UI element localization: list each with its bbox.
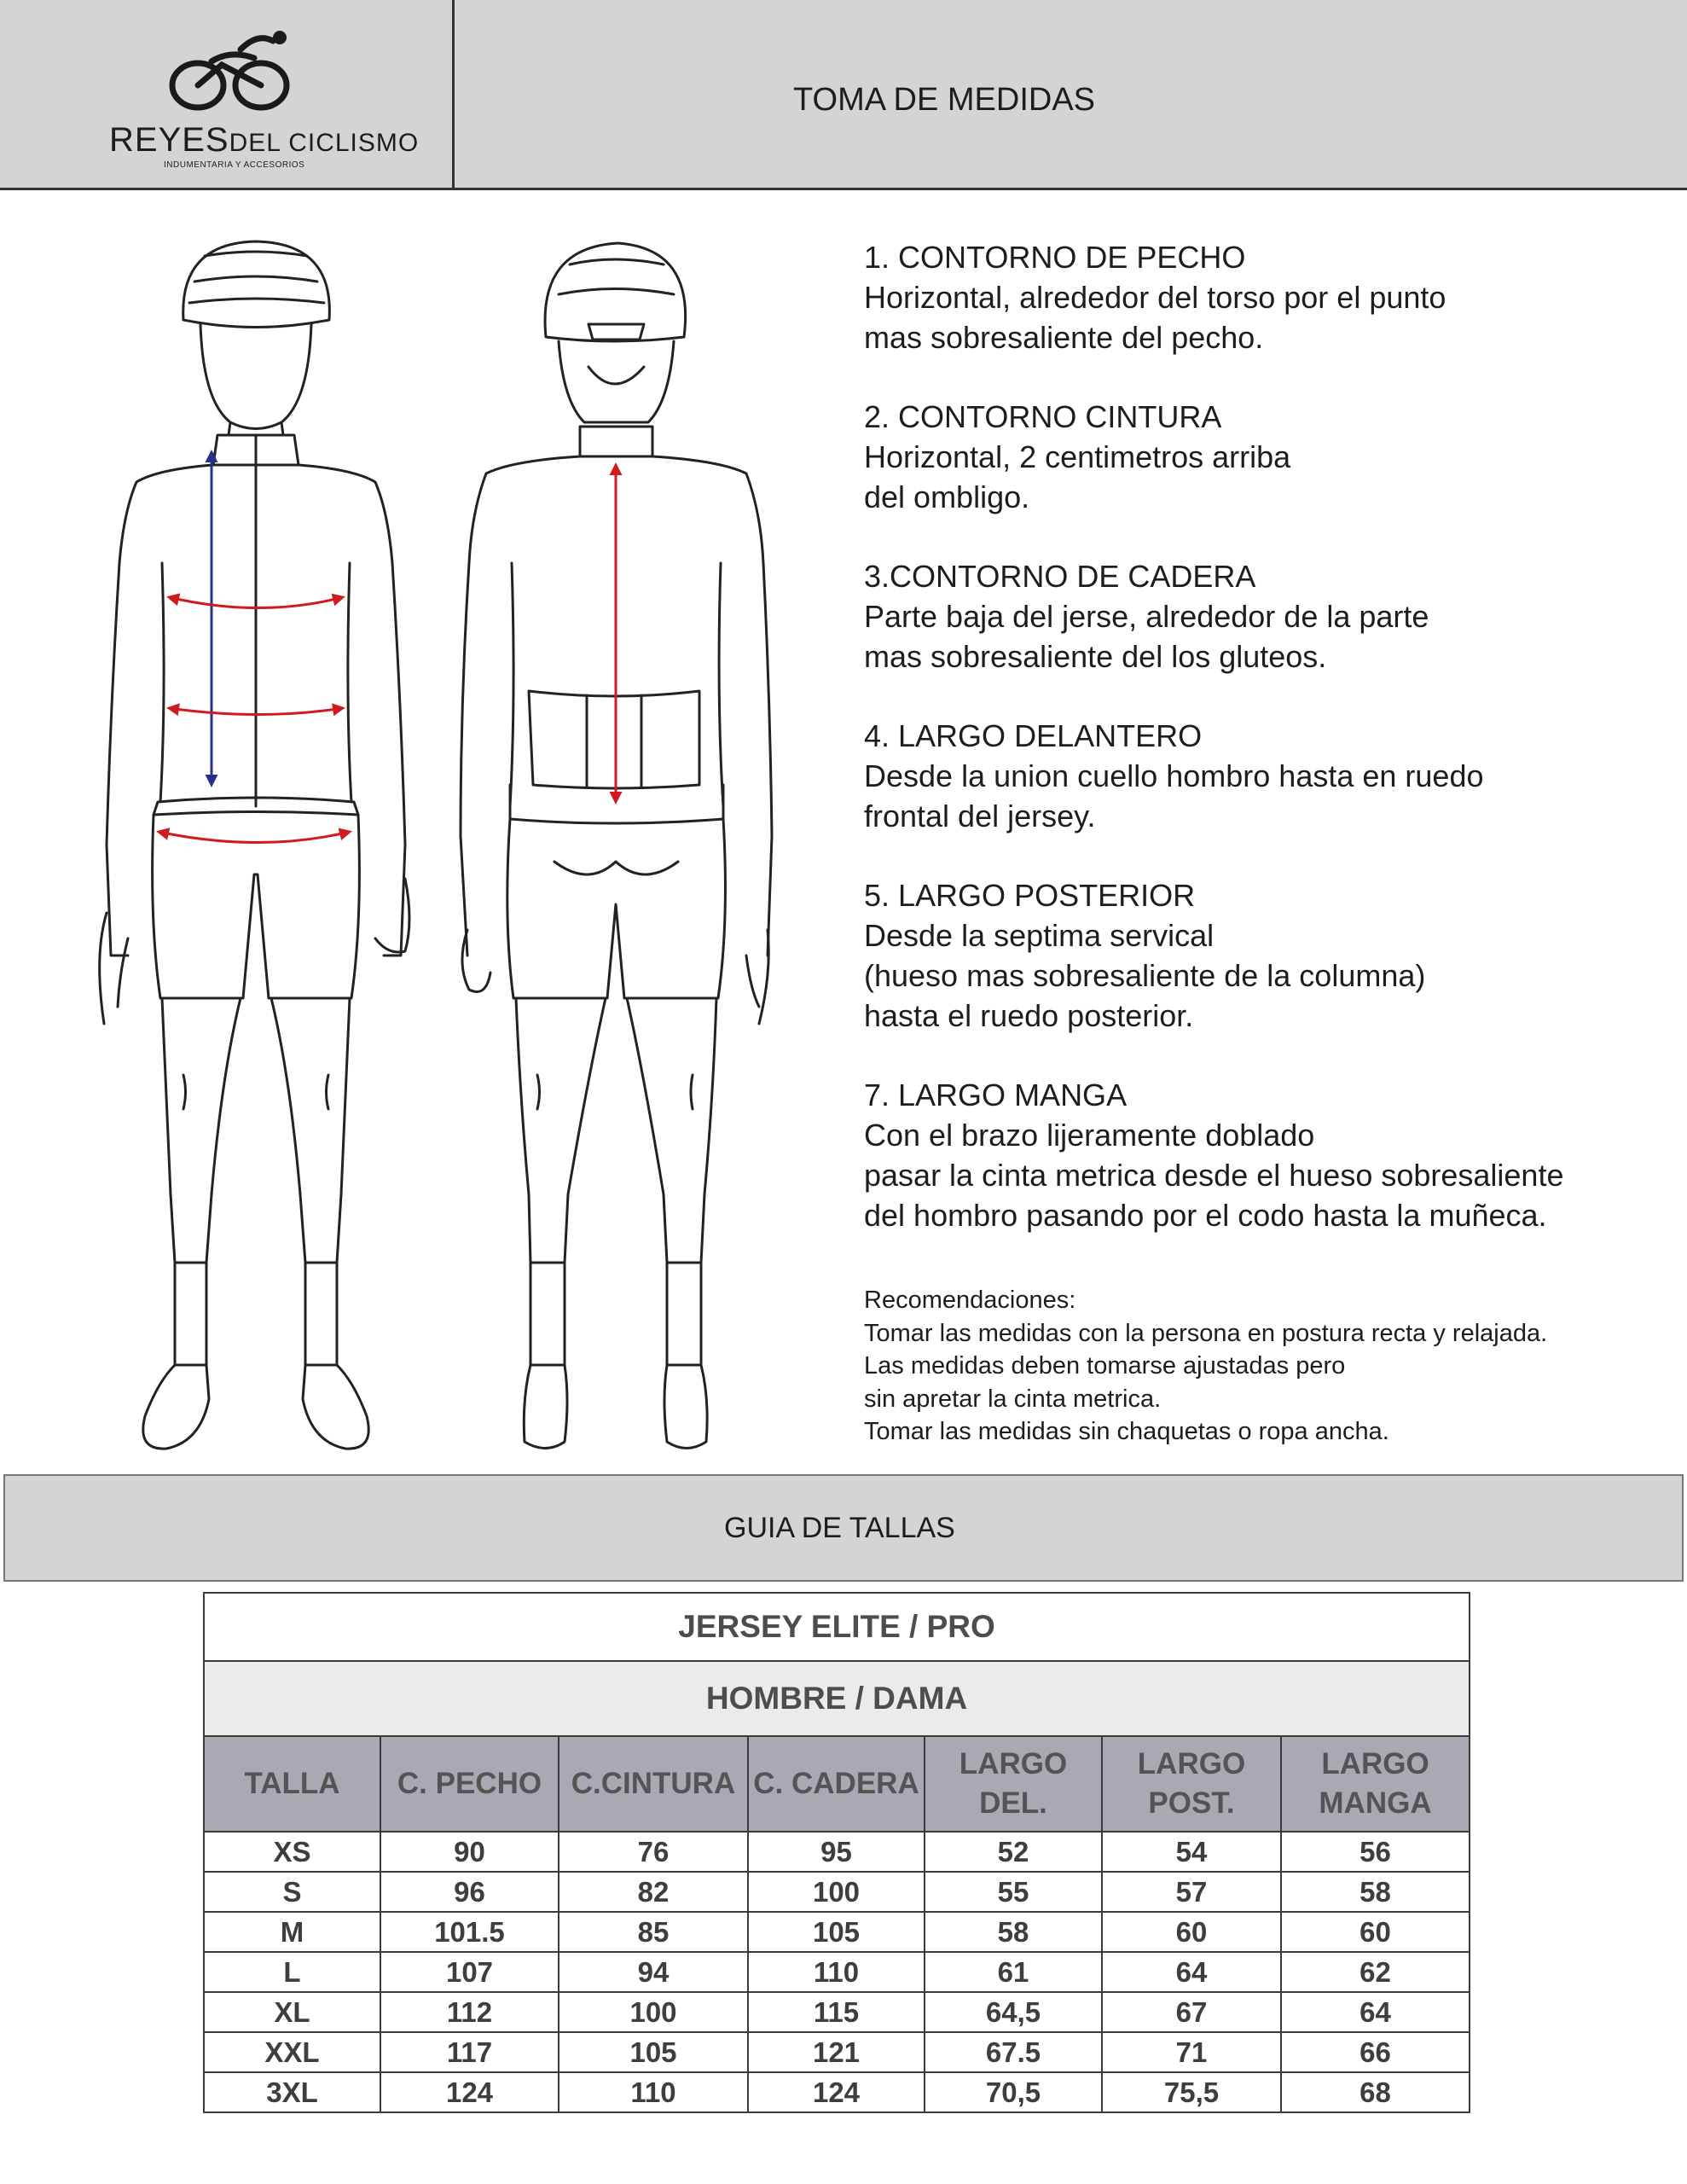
instruction-text: Parte baja del jerse, alrededor de la parte mas sobresaliente del los gluteos. — [864, 599, 1429, 674]
front-right-shoe — [303, 1365, 368, 1449]
measurement-cell: 56 — [1281, 1832, 1470, 1872]
measurement-cell: 60 — [1102, 1912, 1281, 1952]
recommendation-line: sin apretar la cinta metrica. — [864, 1385, 1162, 1413]
instruction-hip — [864, 556, 1674, 677]
recommendation-line: Tomar las medidas con la persona en postura recta y relajada. — [864, 1319, 1548, 1347]
measurement-cell: 61 — [925, 1952, 1102, 1992]
instruction-heading: 3.CONTORNO DE CADERA — [864, 559, 1256, 594]
measurement-cell: 71 — [1102, 2032, 1281, 2072]
measurement-cell: 121 — [748, 2032, 925, 2072]
instruction-heading: 4. LARGO DELANTERO — [864, 718, 1203, 753]
instruction-back-length — [864, 875, 1674, 1036]
brand-del-ciclismo: DEL CICLISMO — [229, 129, 420, 157]
measurement-cell: 105 — [559, 2032, 748, 2072]
measurement-cell: 112 — [380, 1992, 559, 2032]
measurement-instructions — [864, 237, 1674, 1275]
instruction-text: Desde la septima servical (hueso mas sobresaliente de la columna) hasta el ruedo posterior. — [864, 918, 1426, 1033]
size-label-cell: 3XL — [204, 2072, 380, 2112]
measurement-cell: 67.5 — [925, 2032, 1102, 2072]
measurement-cell: 124 — [748, 2072, 925, 2112]
column-header: TALLA — [204, 1736, 380, 1832]
column-header: C.CINTURA — [559, 1736, 748, 1832]
instruction-text: Desde la union cuello hombro hasta en ruedo frontal del jersey. — [864, 758, 1484, 834]
page-title: TOMA DE MEDIDAS — [793, 82, 1096, 118]
instruction-front-length — [864, 716, 1674, 836]
measurement-cell: 75,5 — [1102, 2072, 1281, 2112]
cyclist-icon — [162, 24, 299, 118]
recommendation-line: Las medidas deben tomarse ajustadas pero — [864, 1352, 1346, 1380]
column-header: LARGO MANGA — [1281, 1736, 1470, 1832]
table-row — [204, 1912, 1470, 1952]
table-header-row — [204, 1736, 1470, 1832]
measurement-cell: 117 — [380, 2032, 559, 2072]
size-label-cell: M — [204, 1912, 380, 1952]
measurement-cell: 107 — [380, 1952, 559, 1992]
measurement-cell: 110 — [748, 1952, 925, 1992]
recommendations-title: Recomendaciones: — [864, 1287, 1076, 1314]
instruction-sleeve-length — [864, 1075, 1674, 1235]
size-guide-title: GUIA DE TALLAS — [724, 1512, 955, 1544]
measurement-cell: 100 — [748, 1872, 925, 1912]
instruction-waist — [864, 397, 1674, 517]
measurement-cell: 85 — [559, 1912, 748, 1952]
table-row — [204, 2072, 1470, 2112]
measurement-cell: 96 — [380, 1872, 559, 1912]
measurement-cell: 70,5 — [925, 2072, 1102, 2112]
front-left-shoe — [143, 1365, 209, 1449]
table-row — [204, 2032, 1470, 2072]
size-label-cell: S — [204, 1872, 380, 1912]
measurement-cell: 95 — [748, 1832, 925, 1872]
instruction-text: Con el brazo lijeramente doblado pasar la cinta metrica desde el hueso sobresaliente del hombro pasando por el codo hasta la muñeca. — [864, 1118, 1564, 1233]
measurement-cell: 100 — [559, 1992, 748, 2032]
measurement-cell: 60 — [1281, 1912, 1470, 1952]
instruction-heading: 5. LARGO POSTERIOR — [864, 878, 1196, 913]
measurement-cell: 82 — [559, 1872, 748, 1912]
instruction-heading: 2. CONTORNO CINTURA — [864, 399, 1222, 434]
measurement-cell: 64 — [1102, 1952, 1281, 1992]
instruction-heading: 1. CONTORNO DE PECHO — [864, 240, 1246, 275]
instruction-text: Horizontal, alrededor del torso por el punto mas sobresaliente del pecho. — [864, 280, 1446, 355]
table-row — [204, 1952, 1470, 1992]
instruction-heading: 7. LARGO MANGA — [864, 1077, 1128, 1112]
size-guide-banner — [3, 1474, 1684, 1582]
measurement-cell: 110 — [559, 2072, 748, 2112]
measurement-cell: 52 — [925, 1832, 1102, 1872]
measurement-cell: 55 — [925, 1872, 1102, 1912]
measurement-cell: 124 — [380, 2072, 559, 2112]
measurement-cell: 58 — [1281, 1872, 1470, 1912]
column-header: LARGO DEL. — [925, 1736, 1102, 1832]
measurement-cell: 62 — [1281, 1952, 1470, 1992]
back-right-shoe — [664, 1365, 707, 1449]
brand-reyes: REYES — [109, 121, 229, 159]
measurement-cell: 68 — [1281, 2072, 1470, 2112]
recommendations — [864, 1284, 1674, 1449]
measurement-cell: 105 — [748, 1912, 925, 1952]
measurement-cell: 54 — [1102, 1832, 1281, 1872]
brand-logo — [0, 0, 455, 188]
size-label-cell: XS — [204, 1832, 380, 1872]
table-row — [204, 1992, 1470, 2032]
column-header: C. PECHO — [380, 1736, 559, 1832]
table-title-row — [204, 1593, 1470, 1661]
back-figure — [461, 243, 772, 1449]
page-header — [0, 0, 1687, 190]
size-table — [203, 1592, 1470, 2113]
hip-arrow — [159, 832, 350, 843]
brand-tagline: INDUMENTARIA Y ACCESORIOS — [164, 160, 305, 170]
table-title: JERSEY ELITE / PRO — [204, 1593, 1470, 1661]
table-subtitle-row — [204, 1661, 1470, 1736]
measurement-cell: 115 — [748, 1992, 925, 2032]
table-row — [204, 1832, 1470, 1872]
size-label-cell: L — [204, 1952, 380, 1992]
measurement-cell: 64,5 — [925, 1992, 1102, 2032]
measurement-cell: 66 — [1281, 2032, 1470, 2072]
measurement-cell: 90 — [380, 1832, 559, 1872]
front-helmet — [183, 241, 330, 328]
instruction-text: Horizontal, 2 centimetros arriba del ombligo. — [864, 439, 1291, 514]
measurement-cell: 64 — [1281, 1992, 1470, 2032]
size-label-cell: XXL — [204, 2032, 380, 2072]
measurement-cell: 67 — [1102, 1992, 1281, 2032]
measurement-figures — [0, 196, 819, 1459]
back-left-shoe — [524, 1365, 567, 1449]
front-figure — [100, 241, 409, 1449]
measurement-cell: 58 — [925, 1912, 1102, 1952]
measurement-cell: 76 — [559, 1832, 748, 1872]
size-label-cell: XL — [204, 1992, 380, 2032]
column-header: LARGO POST. — [1102, 1736, 1281, 1832]
brand-name — [109, 121, 419, 160]
table-subtitle: HOMBRE / DAMA — [204, 1661, 1470, 1736]
measurement-cell: 101.5 — [380, 1912, 559, 1952]
recommendation-line: Tomar las medidas sin chaquetas o ropa ancha. — [864, 1418, 1389, 1445]
table-row — [204, 1872, 1470, 1912]
instruction-chest — [864, 237, 1674, 357]
column-header: C. CADERA — [748, 1736, 925, 1832]
measurement-cell: 94 — [559, 1952, 748, 1992]
measurement-cell: 57 — [1102, 1872, 1281, 1912]
